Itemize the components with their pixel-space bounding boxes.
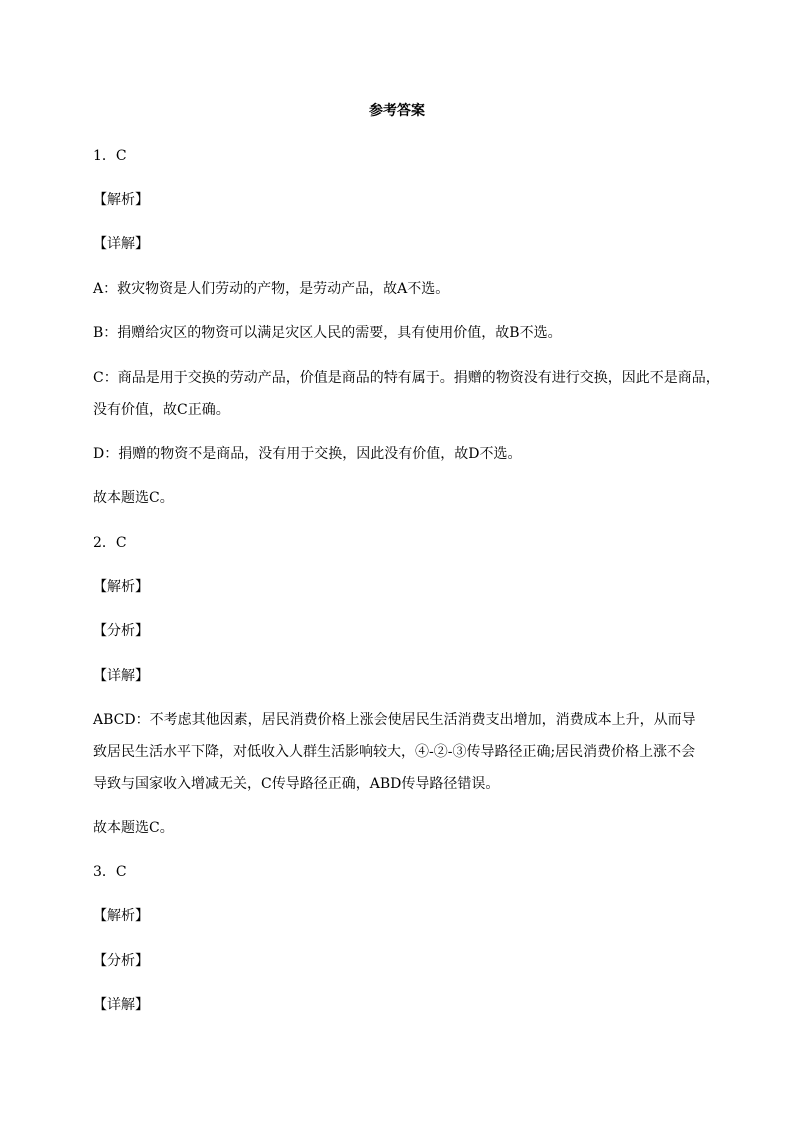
section-jiexi: 【解析】: [93, 579, 149, 595]
explanation-line: A：救灾物资是人们劳动的产物，是劳动产品，故A不选。: [93, 281, 450, 297]
conclusion-line: 故本题选C。: [93, 820, 174, 836]
section-fenxi: 【分析】: [93, 953, 149, 969]
section-fenxi: 【分析】: [93, 623, 149, 639]
explanation-line: D：捐赠的物资不是商品，没有用于交换，因此没有价值，故D不选。: [93, 446, 522, 462]
explanation-line: B：捐赠给灾区的物资可以满足灾区人民的需要，具有使用价值，故B不选。: [93, 325, 562, 341]
answer-number-1: 1．C: [93, 148, 127, 164]
answer-number-3: 3．C: [93, 864, 127, 880]
section-xiangjie: 【详解】: [93, 236, 149, 252]
section-jiexi: 【解析】: [93, 192, 149, 208]
section-xiangjie: 【详解】: [93, 997, 149, 1013]
explanation-line: 没有价值，故C正确。: [93, 402, 230, 418]
explanation-line: ABCD：不考虑其他因素，居民消费价格上涨会使居民生活消费支出增加，消费成本上升，从而导: [93, 712, 696, 728]
section-xiangjie: 【详解】: [93, 668, 149, 684]
explanation-line: 致居民生活水平下降，对低收入人群生活影响较大，④-②-③传导路径正确;居民消费价格上涨不会: [93, 744, 696, 760]
explanation-line: C：商品是用于交换的劳动产品，价值是商品的特有属于。捐赠的物资没有进行交换，因此不是商品，: [93, 370, 720, 386]
page-title: 参考答案: [369, 103, 425, 119]
conclusion-line: 故本题选C。: [93, 490, 174, 506]
answer-number-2: 2．C: [93, 535, 127, 551]
explanation-line: 导致与国家收入增减无关，C传导路径正确，ABD传导路径错误。: [93, 776, 500, 792]
section-jiexi: 【解析】: [93, 908, 149, 924]
